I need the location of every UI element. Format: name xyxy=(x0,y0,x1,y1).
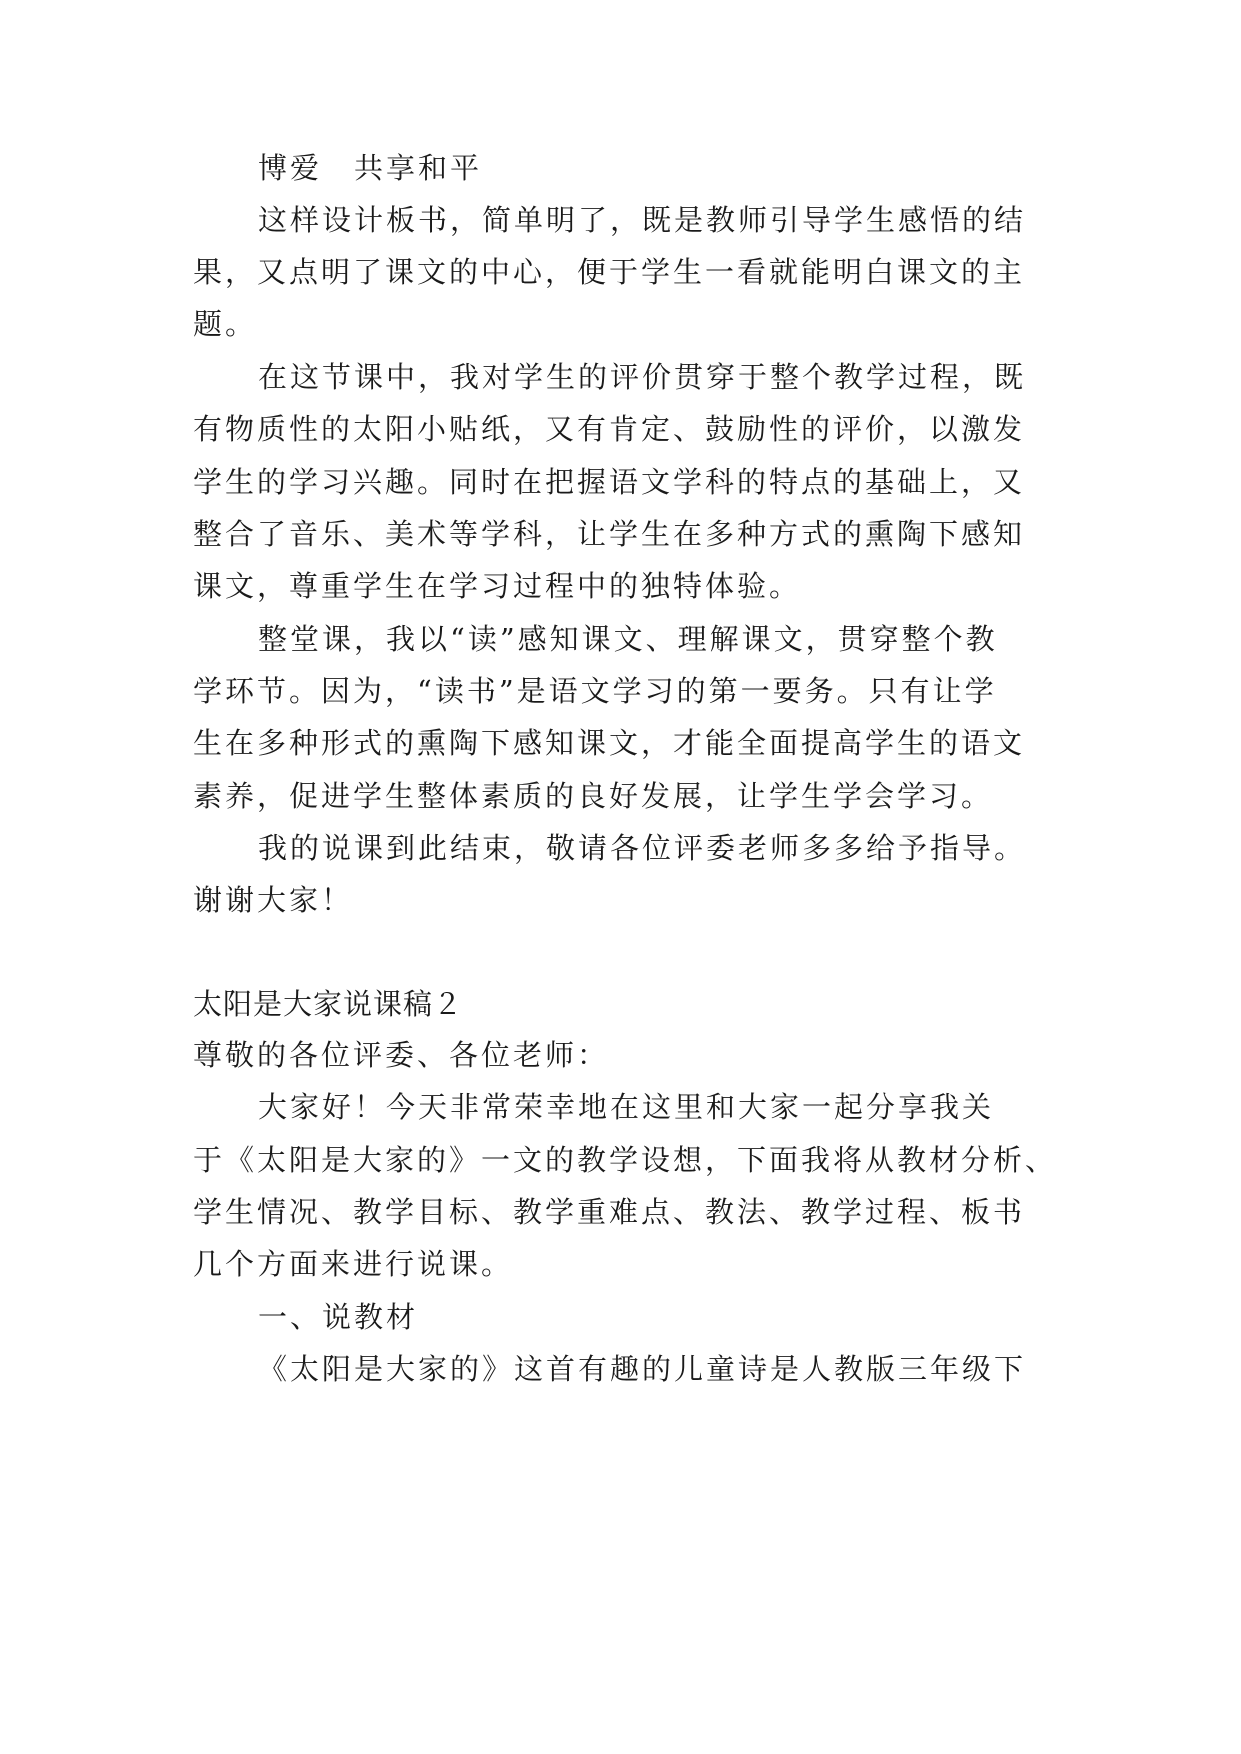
text-line: 整合了音乐、美术等学科，让学生在多种方式的熏陶下感知 xyxy=(193,517,1026,551)
text-line: 博爱 共享和平 xyxy=(258,151,483,185)
text-line: 学生情况、教学目标、教学重难点、教法、教学过程、板书 xyxy=(193,1195,1026,1229)
text-line: 有物质性的太阳小贴纸，又有肯定、鼓励性的评价，以激发 xyxy=(193,412,1026,446)
text-line: 几个方面来进行说课。 xyxy=(193,1247,514,1281)
text-line: 果，又点明了课文的中心，便于学生一看就能明白课文的主 xyxy=(193,255,1026,289)
text-line: 于《太阳是大家的》一文的教学设想，下面我将从教材分析、 xyxy=(193,1143,1058,1177)
subsection-heading: 一、说教材 xyxy=(258,1300,419,1334)
text-line: 学生的学习兴趣。同时在把握语文学科的特点的基础上，又 xyxy=(193,465,1026,499)
text-line: 学环节。因为，“读书”是语文学习的第一要务。只有让学 xyxy=(193,674,997,708)
text-line: 大家好！今天非常荣幸地在这里和大家一起分享我关 xyxy=(258,1090,995,1124)
section-title: 太阳是大家说课稿２ xyxy=(193,987,464,1021)
text-line: 整堂课，我以“读”感知课文、理解课文，贯穿整个教 xyxy=(258,622,998,656)
text-line: 这样设计板书，简单明了，既是教师引导学生感悟的结 xyxy=(258,203,1027,237)
text-line: 我的说课到此结束，敬请各位评委老师多多给予指导。 xyxy=(258,831,1027,865)
salutation: 尊敬的各位评委、各位老师： xyxy=(193,1038,610,1072)
text-line: 课文，尊重学生在学习过程中的独特体验。 xyxy=(193,569,802,603)
text-line: 题。 xyxy=(193,307,258,341)
text-line: 素养，促进学生整体素质的良好发展，让学生学会学习。 xyxy=(193,779,994,813)
text-line: 谢谢大家！ xyxy=(193,883,354,917)
text-line: 在这节课中，我对学生的评价贯穿于整个教学过程，既 xyxy=(258,360,1027,394)
text-line: 《太阳是大家的》这首有趣的儿童诗是人教版三年级下 xyxy=(258,1352,1027,1386)
text-line: 生在多种形式的熏陶下感知课文，才能全面提高学生的语文 xyxy=(193,726,1026,760)
